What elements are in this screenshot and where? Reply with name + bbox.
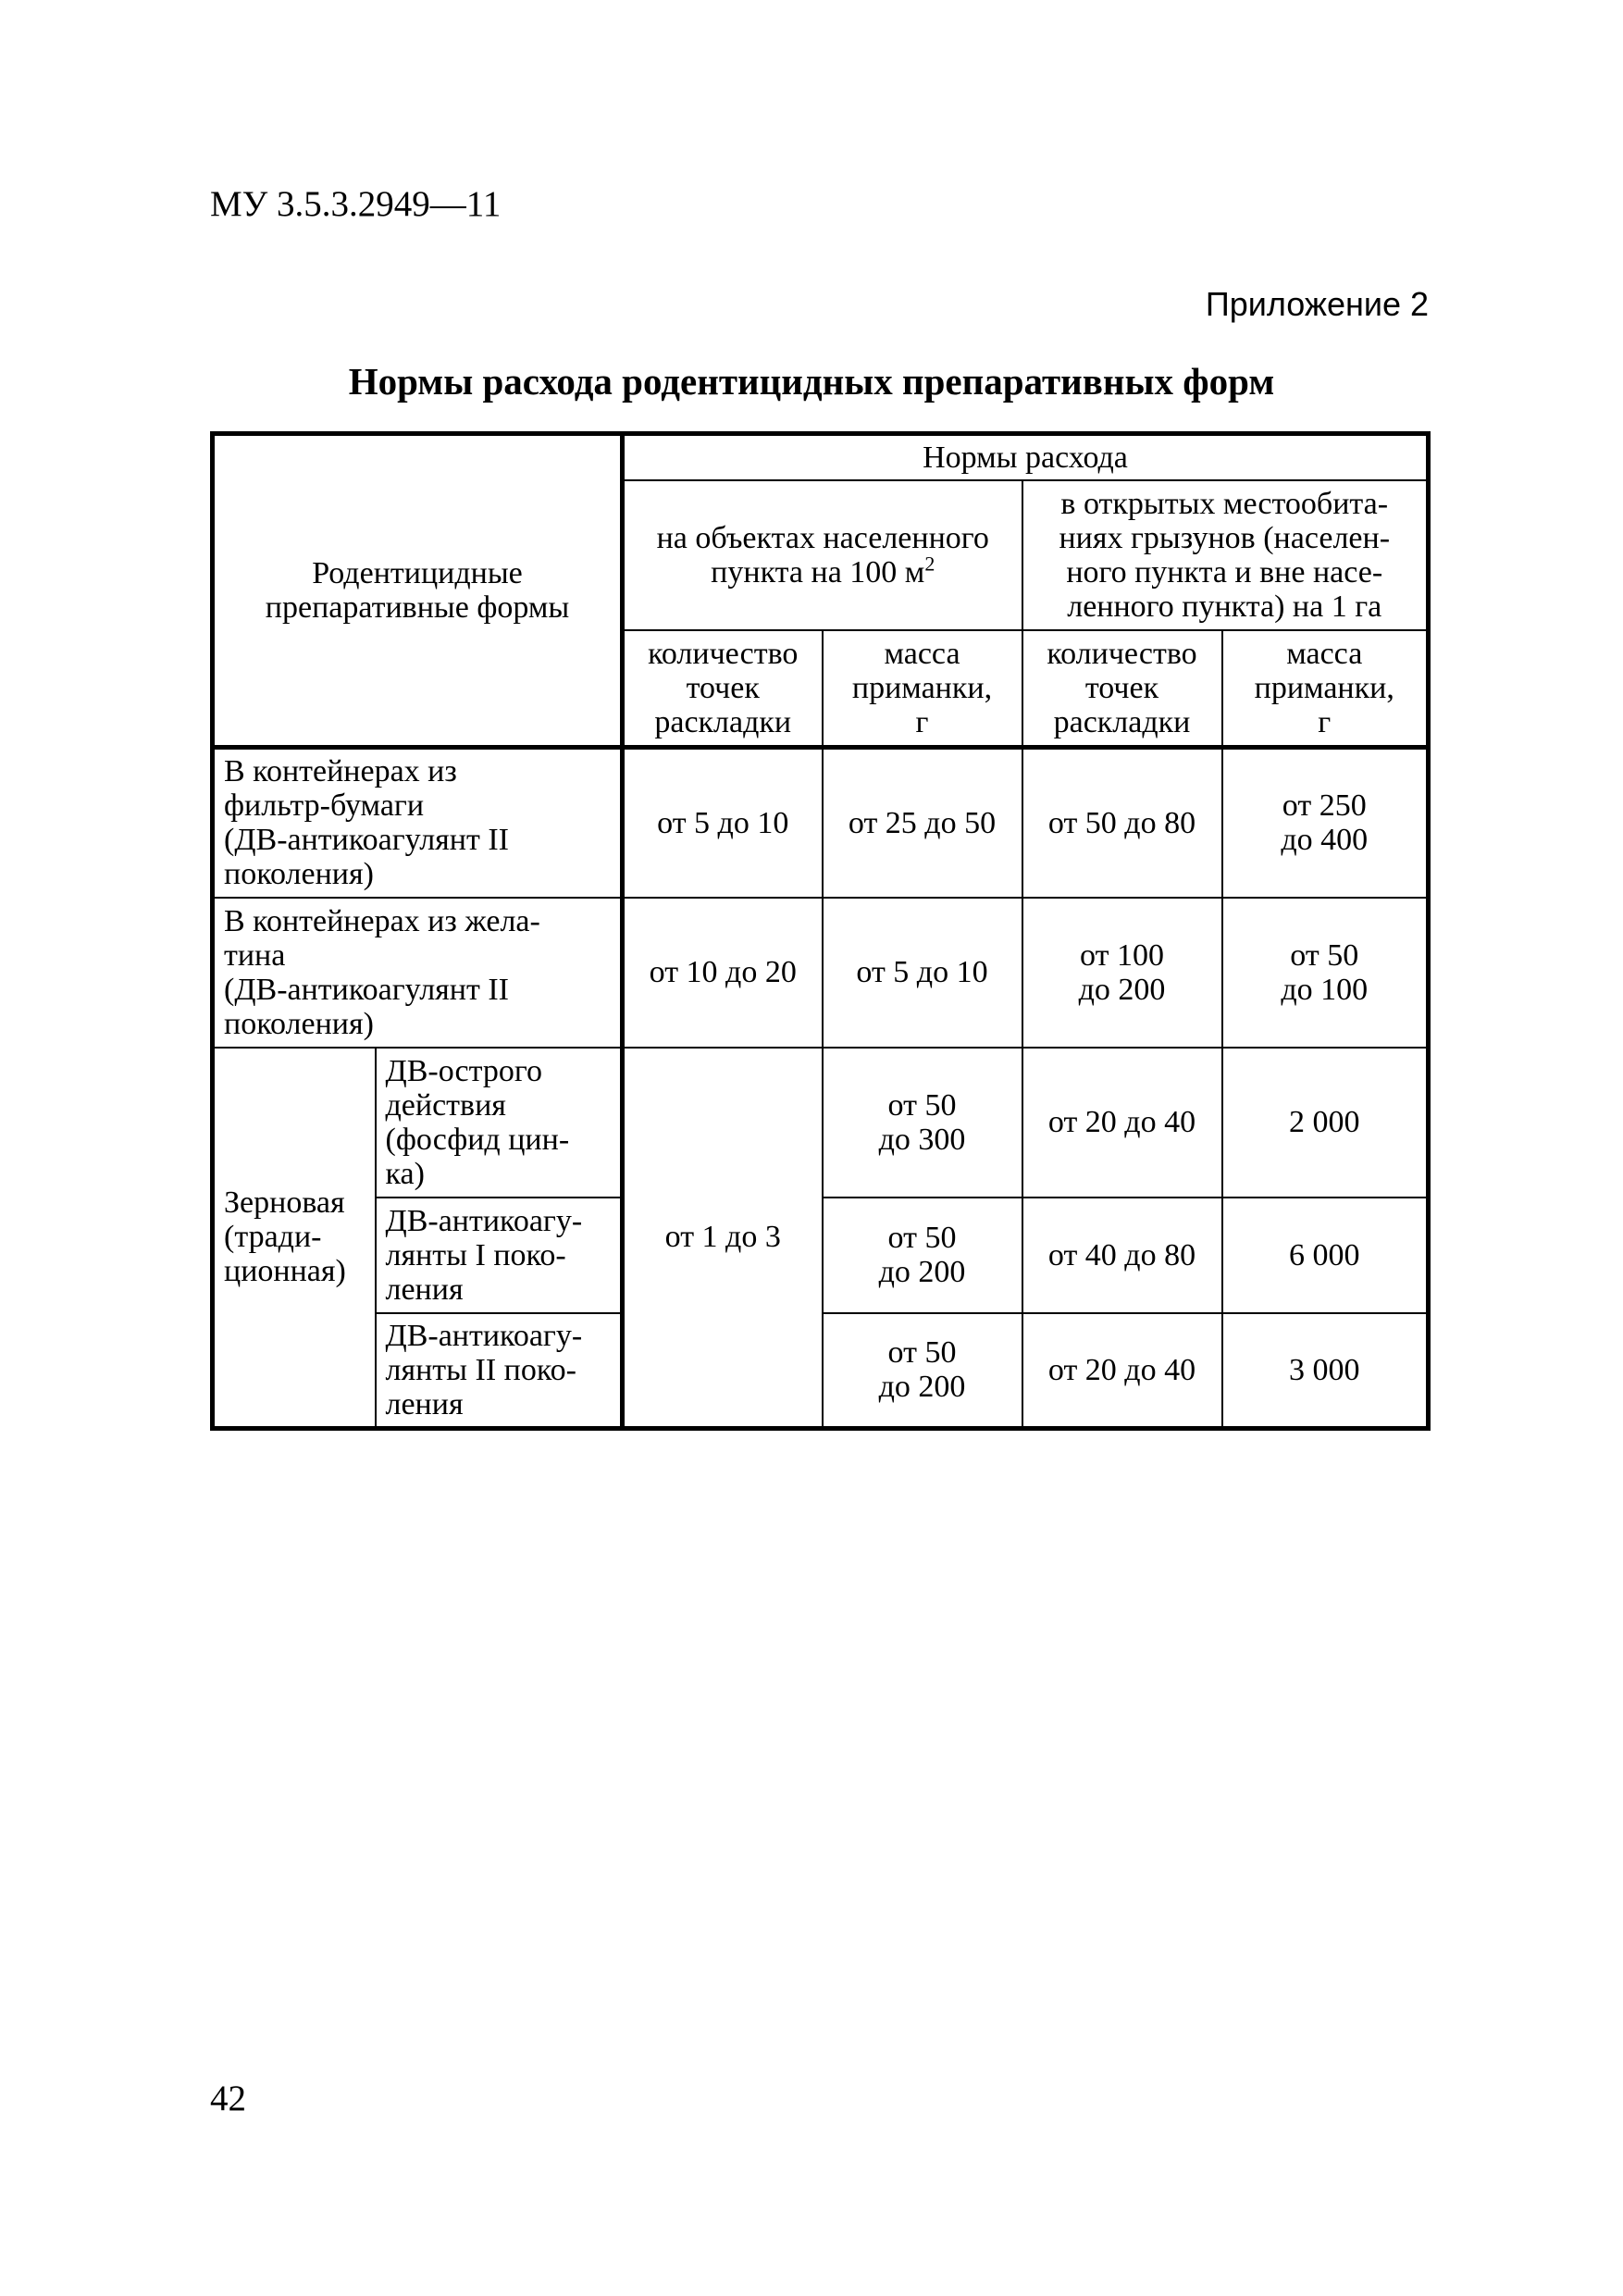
header-norms: Нормы расхода xyxy=(623,434,1429,480)
form-name-line: фильтр-бумаги xyxy=(224,788,425,824)
subform-line: лянты I поко- xyxy=(385,1237,566,1272)
grain-subform-name xyxy=(376,1313,623,1429)
cell-points-open: от 40 до 80 xyxy=(1022,1198,1222,1313)
header-line: точек xyxy=(686,670,760,705)
table-row xyxy=(213,1048,1429,1198)
header-points-count xyxy=(1022,630,1222,748)
header-group-settlement-line: на объектах населенного xyxy=(656,520,989,555)
grain-subform-name xyxy=(376,1198,623,1313)
header-group-settlement-line xyxy=(634,552,1012,590)
header-line: г xyxy=(915,704,929,739)
value-line: до 300 xyxy=(878,1122,966,1157)
grain-form-label xyxy=(213,1048,376,1429)
header-group-open-line: ного пункта и вне насе- xyxy=(1066,554,1383,590)
subform-line: действия xyxy=(385,1087,506,1123)
cell-mass-open xyxy=(1222,898,1429,1048)
grain-points-settlement: от 1 до 3 xyxy=(623,1048,823,1429)
value-line: от 50 xyxy=(887,1335,957,1371)
header-group-open-line: в открытых местообита- xyxy=(1060,486,1389,521)
row-form-name xyxy=(213,898,623,1048)
header-group-open-line: ленного пункта) на 1 га xyxy=(1067,589,1382,624)
header-group-open-habitats xyxy=(1022,480,1429,630)
header-line: приманки, xyxy=(851,670,993,705)
page-number: 42 xyxy=(210,2079,246,2118)
header-line: количество xyxy=(648,636,799,671)
cell-mass-settlement xyxy=(823,1313,1022,1429)
cell-mass-open: 6 000 xyxy=(1222,1198,1429,1313)
grain-label-line: ционная) xyxy=(224,1254,346,1289)
subform-line: ления xyxy=(385,1386,464,1421)
appendix-label: Приложение 2 xyxy=(1205,285,1429,323)
value-line: до 200 xyxy=(878,1370,966,1405)
cell-mass-settlement: от 25 до 50 xyxy=(823,748,1022,898)
document-code: МУ 3.5.3.2949—11 xyxy=(210,184,502,224)
cell-mass-open xyxy=(1222,748,1429,898)
value-line: от 100 xyxy=(1080,937,1164,973)
value-line: от 50 xyxy=(1290,937,1359,973)
header-group-settlement xyxy=(623,480,1022,630)
subform-line: ления xyxy=(385,1272,464,1307)
subform-line: лянты II поко- xyxy=(385,1352,576,1387)
header-group-open-line: ниях грызунов (населен- xyxy=(1059,520,1391,555)
row-form-name xyxy=(213,748,623,898)
grain-label-line: Зерновая xyxy=(224,1185,345,1221)
form-name-line: (ДВ-антикоагулянт II xyxy=(224,972,509,1007)
cell-points-open: от 20 до 40 xyxy=(1022,1313,1222,1429)
header-line: раскладки xyxy=(1053,704,1191,739)
header-line: приманки, xyxy=(1254,670,1394,705)
grain-subform-name xyxy=(376,1048,623,1198)
subform-line: ка) xyxy=(385,1156,425,1191)
value-line: от 50 xyxy=(887,1087,957,1123)
form-name-line: поколения) xyxy=(224,857,374,892)
subform-line: ДВ-острого xyxy=(385,1053,543,1088)
form-name-line: поколения) xyxy=(224,1006,374,1041)
cell-mass-open: 2 000 xyxy=(1222,1048,1429,1198)
table-row xyxy=(213,748,1429,898)
form-name-line: тина xyxy=(224,937,286,973)
header-bait-mass xyxy=(823,630,1022,748)
header-line: г xyxy=(1318,704,1332,739)
cell-points-open xyxy=(1022,898,1222,1048)
value-line: от 50 xyxy=(887,1221,957,1255)
cell-mass-open: 3 000 xyxy=(1222,1313,1429,1429)
cell-points-settlement: от 5 до 10 xyxy=(623,748,823,898)
form-name-line: В контейнерах из жела- xyxy=(224,903,540,938)
header-row-1 xyxy=(213,434,1429,480)
cell-points-settlement: от 10 до 20 xyxy=(623,898,823,1048)
table-row xyxy=(213,898,1429,1048)
value-line: до 200 xyxy=(878,1255,966,1289)
subform-line: ДВ-антикоагу- xyxy=(385,1203,583,1238)
cell-points-open: от 50 до 80 xyxy=(1022,748,1222,898)
header-points-count xyxy=(623,630,823,748)
value-line: от 250 xyxy=(1282,788,1367,824)
page-title: Нормы расхода родентицидных препаративных форм xyxy=(348,360,1275,403)
cell-points-open: от 20 до 40 xyxy=(1022,1048,1222,1198)
cell-mass-settlement xyxy=(823,1048,1022,1198)
header-bait-mass xyxy=(1222,630,1429,748)
value-line: до 400 xyxy=(1281,823,1369,858)
header-line: масса xyxy=(1286,636,1363,671)
grain-label-line: (тради- xyxy=(224,1220,322,1255)
cell-mass-settlement xyxy=(823,1198,1022,1313)
header-line: точек xyxy=(1084,670,1159,705)
form-name-line: В контейнерах из xyxy=(224,754,457,789)
header-forms xyxy=(213,434,623,748)
value-line: до 200 xyxy=(1078,972,1166,1007)
cell-mass-settlement: от 5 до 10 xyxy=(823,898,1022,1048)
form-name-line: (ДВ-антикоагулянт II xyxy=(224,823,509,858)
norms-table xyxy=(210,431,1431,1431)
header-group-settlement-text: пункта на 100 м xyxy=(711,554,925,590)
header-forms-line: препаративные формы xyxy=(265,590,570,625)
header-line: количество xyxy=(1047,636,1197,671)
subform-line: (фосфид цин- xyxy=(385,1122,570,1157)
header-forms-line: Родентицидные xyxy=(312,556,523,590)
unit-superscript: 2 xyxy=(924,552,935,576)
value-line: до 100 xyxy=(1281,972,1369,1007)
header-line: масса xyxy=(884,636,960,671)
header-line: раскладки xyxy=(654,704,792,739)
subform-line: ДВ-антикоагу- xyxy=(385,1318,583,1353)
